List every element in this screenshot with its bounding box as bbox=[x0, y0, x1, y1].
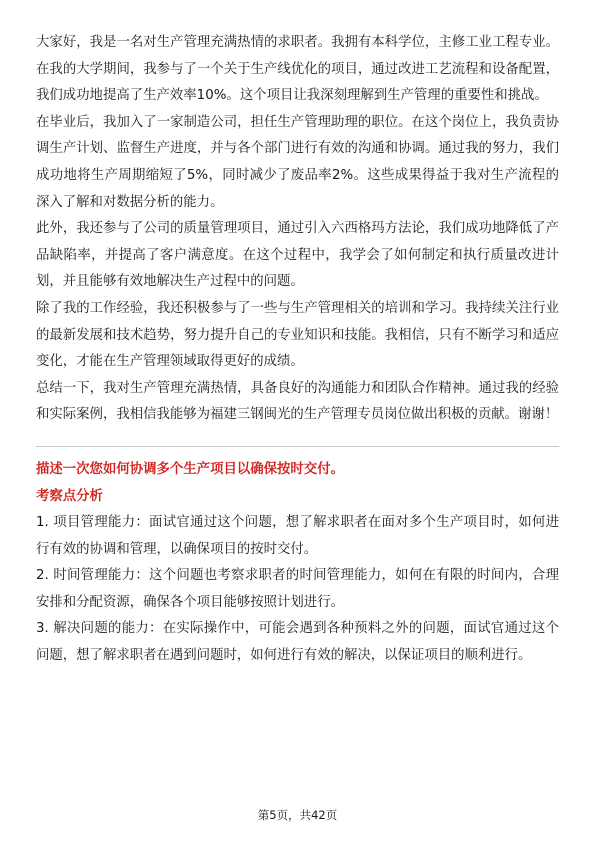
section-divider bbox=[36, 446, 559, 447]
analysis-point-2: 2. 时间管理能力：这个问题也考察求职者的时间管理能力，如何在有限的时间内，合理安排和分配资源，确保各个项目能够按照计划进行。 bbox=[36, 568, 559, 610]
analysis-point-1: 1. 项目管理能力：面试官通过这个问题，想了解求职者在面对多个生产项目时，如何进行有效的协调和管理，以确保项目的按时交付。 bbox=[36, 515, 559, 557]
intro-paragraph-2: 在毕业后，我加入了一家制造公司，担任生产管理助理的职位。在这个岗位上，我负责协调生产计划、监督生产进度，并与各个部门进行有效的沟通和协调。通过我的努力，我们成功地将生产周期缩短了5%，同时减少了废品率2%。这些成果得益于我对生产流程的深入了解和对数据分析的能力。 bbox=[36, 114, 559, 210]
intro-paragraph-1: 大家好，我是一名对生产管理充满热情的求职者。我拥有本科学位，主修工业工程专业。在我的大学期间，我参与了一个关于生产线优化的项目，通过改进工艺流程和设备配置，我们成功地提高了生产效率10%。这个项目让我深刻理解到生产管理的重要性和挑战。 bbox=[36, 35, 559, 104]
intro-paragraph-5: 总结一下，我对生产管理充满热情，具备良好的沟通能力和团队合作精神。通过我的经验和实际案例，我相信我能够为福建三钢闽光的生产管理专员岗位做出积极的贡献。谢谢！ bbox=[36, 380, 559, 423]
analysis-point-3: 3. 解决问题的能力：在实际操作中，可能会遇到各种预料之外的问题，面试官通过这个问题，想了解求职者在遇到问题时，如何进行有效的解决，以保证项目的顺利进行。 bbox=[36, 621, 559, 664]
interview-question: 描述一次您如何协调多个生产项目以确保按时交付。 bbox=[36, 461, 344, 477]
intro-paragraph-3: 此外，我还参与了公司的质量管理项目，通过引入六西格玛方法论，我们成功地降低了产品缺陷率，并提高了客户满意度。在这个过程中，我学会了如何制定和执行质量改进计划，并且能够有效地解决生产过程中的问题。 bbox=[36, 221, 559, 290]
page-number: 第5页，共42页 bbox=[257, 808, 338, 822]
intro-section bbox=[36, 30, 559, 429]
analysis-heading: 考察点分析 bbox=[36, 488, 103, 504]
analysis-section bbox=[36, 510, 559, 670]
intro-paragraph-4: 除了我的工作经验，我还积极参与了一些与生产管理相关的培训和学习。我持续关注行业的最新发展和技术趋势，努力提升自己的专业知识和技能。我相信，只有不断学习和适应变化，才能在生产管理领域取得更好的成绩。 bbox=[36, 300, 559, 370]
